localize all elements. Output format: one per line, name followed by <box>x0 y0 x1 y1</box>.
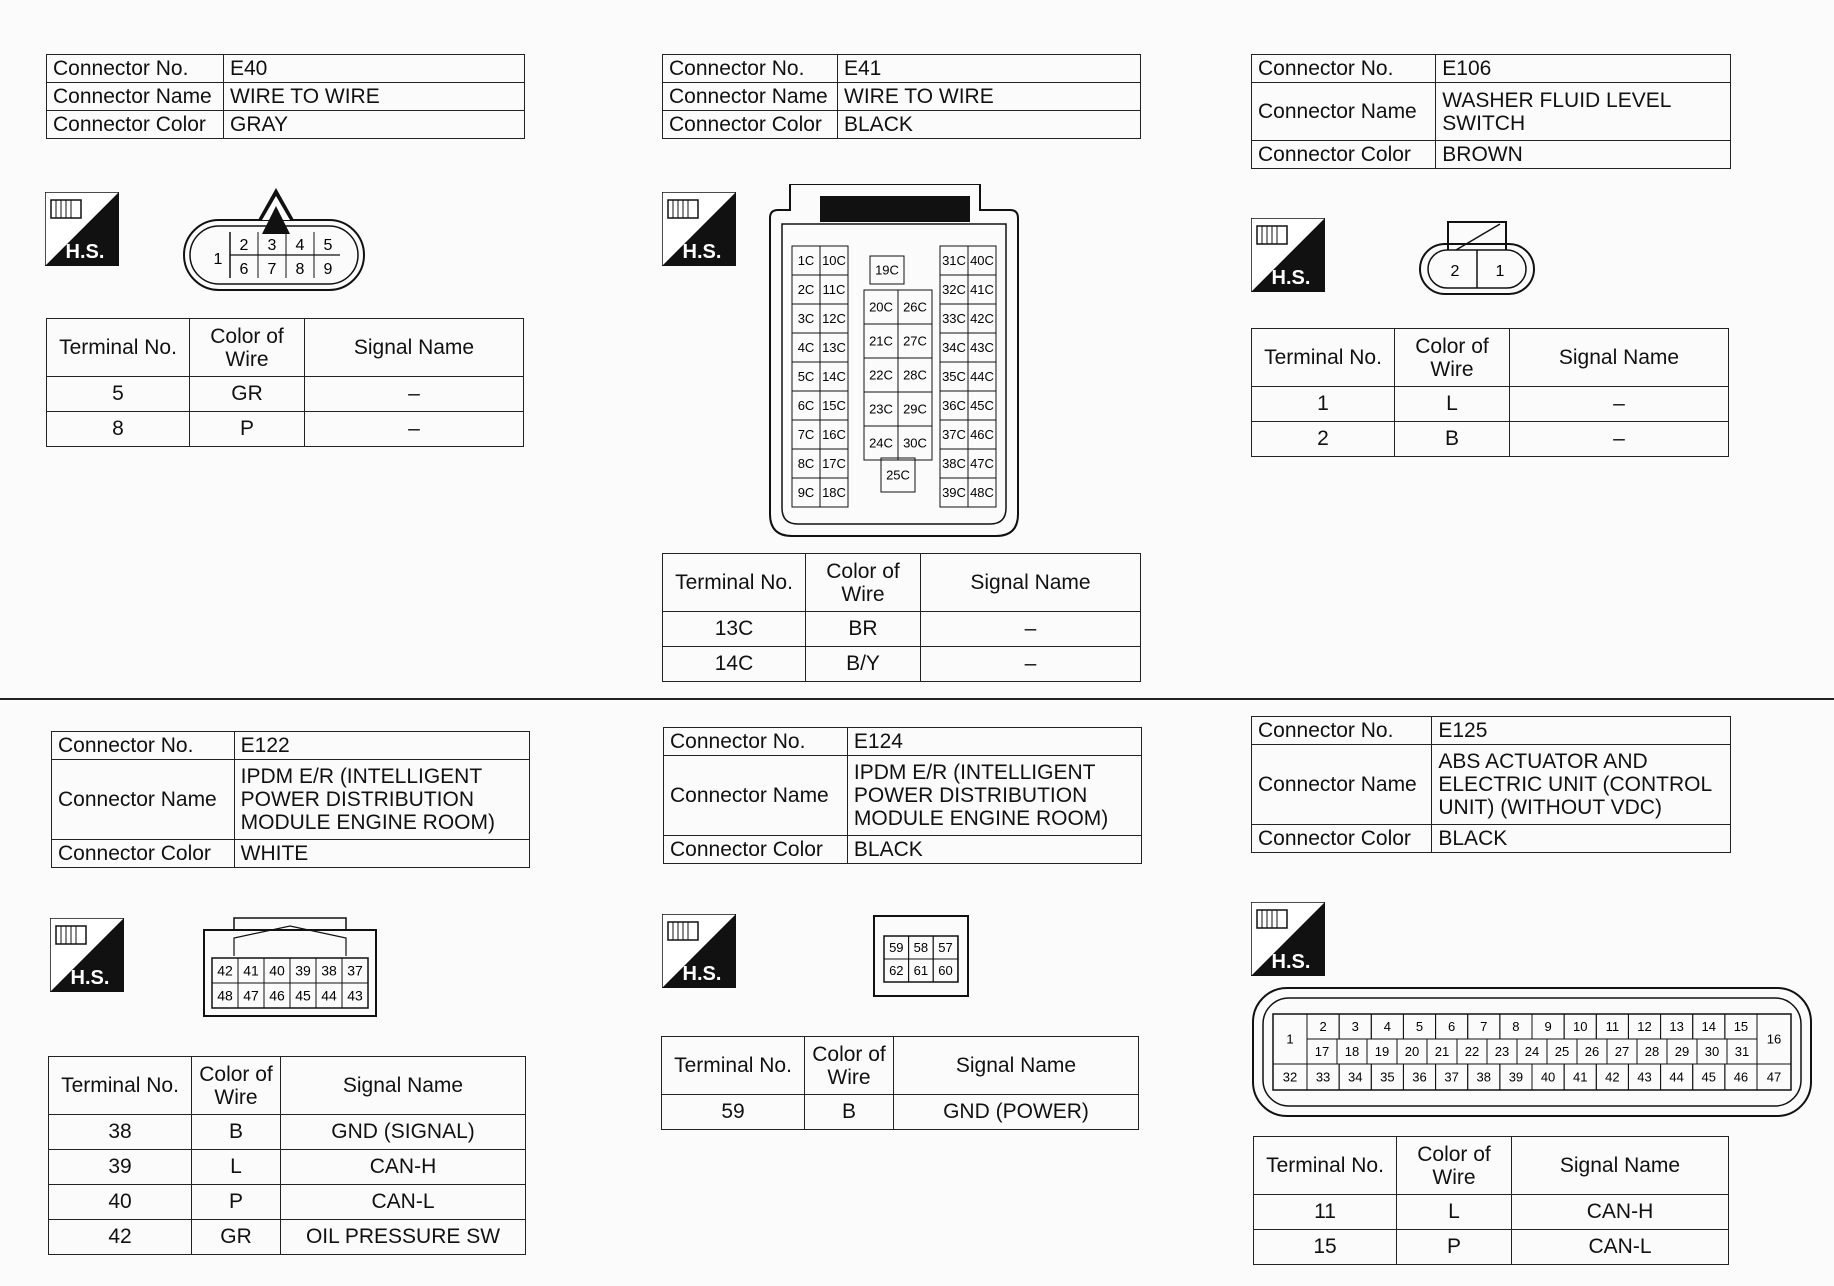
pin-3: 3 <box>1351 1019 1359 1035</box>
pin-16: 16 <box>1766 1031 1782 1047</box>
pin-45C: 45C <box>970 398 994 414</box>
pin-4: 4 <box>295 237 305 254</box>
signal-name-header: Signal Name <box>1510 329 1729 387</box>
table-row: 40 P CAN-L <box>49 1185 526 1220</box>
pin-2: 2 <box>1450 263 1460 280</box>
connector-no-label: Connector No. <box>1252 55 1436 83</box>
connector-no-label: Connector No. <box>47 55 224 83</box>
connector-name-value: ABS ACTUATOR AND ELECTRIC UNIT (CONTROL UNIT) (WITHOUT VDC) <box>1432 745 1731 825</box>
pin-8: 8 <box>295 261 305 278</box>
hs-label: H.S. <box>70 967 110 989</box>
connector-color-label: Connector Color <box>52 840 235 868</box>
pin-43: 43 <box>1637 1069 1652 1085</box>
wire-color-header: Color of Wire <box>192 1057 281 1115</box>
pin-2: 2 <box>239 237 249 254</box>
pin-26: 26 <box>1584 1044 1600 1060</box>
pin-9: 9 <box>1544 1019 1552 1035</box>
wire-color-header: Color of Wire <box>1395 329 1510 387</box>
pin-35C: 35C <box>942 369 966 385</box>
pin-29: 29 <box>1674 1044 1690 1060</box>
terminal-table-e122 <box>48 1056 526 1255</box>
pin-42: 42 <box>1605 1069 1620 1085</box>
hs-label: H.S. <box>1271 267 1311 289</box>
signal-name-header: Signal Name <box>921 554 1141 612</box>
pin-31C: 31C <box>942 253 966 269</box>
pin-39C: 39C <box>942 485 966 501</box>
terminal-no-header: Terminal No. <box>663 554 806 612</box>
connector-color-value: GRAY <box>224 111 525 139</box>
pin-9C: 9C <box>797 485 815 501</box>
pin-12C: 12C <box>822 311 846 327</box>
pin-6: 6 <box>239 261 249 278</box>
pin-15: 15 <box>1733 1019 1749 1035</box>
pin-47: 47 <box>243 987 259 1004</box>
pin-38: 38 <box>1476 1069 1492 1085</box>
hs-label: H.S. <box>65 241 105 263</box>
connector-name-label: Connector Name <box>52 760 235 840</box>
connector-name-label: Connector Name <box>663 83 838 111</box>
pin-38: 38 <box>321 962 337 979</box>
pin-39: 39 <box>295 962 311 979</box>
connector-name-label: Connector Name <box>1252 745 1432 825</box>
pin-45: 45 <box>295 987 311 1004</box>
signal-name-header: Signal Name <box>281 1057 526 1115</box>
pin-44C: 44C <box>970 369 994 385</box>
connector-info-e106 <box>1251 54 1731 169</box>
pin-44: 44 <box>1669 1069 1684 1085</box>
connector-color-label: Connector Color <box>47 111 224 139</box>
connector-face-e122 <box>202 916 378 1018</box>
connector-info-e125 <box>1251 716 1731 853</box>
pin-13: 13 <box>1669 1019 1684 1035</box>
hs-label: H.S. <box>1271 951 1311 973</box>
connector-info-e41 <box>662 54 1141 139</box>
table-row: 38 B GND (SIGNAL) <box>49 1115 526 1150</box>
pin-21: 21 <box>1434 1044 1450 1060</box>
pin-25C: 25C <box>886 467 910 483</box>
pin-22: 22 <box>1464 1044 1480 1060</box>
harness-side-icon <box>45 192 119 266</box>
wire-color-header: Color of Wire <box>805 1037 894 1095</box>
pin-62: 62 <box>889 963 904 979</box>
pin-33C: 33C <box>942 311 966 327</box>
pin-2C: 2C <box>797 282 815 298</box>
terminal-table-e41 <box>662 553 1141 682</box>
connector-name-value: WIRE TO WIRE <box>224 83 525 111</box>
pin-10: 10 <box>1572 1019 1588 1035</box>
connector-face-e124 <box>872 914 970 998</box>
pin-22C: 22C <box>869 367 893 383</box>
pin-24: 24 <box>1524 1044 1540 1060</box>
connector-info-e124 <box>663 727 1142 864</box>
connector-color-value: BROWN <box>1436 141 1731 169</box>
pin-37: 37 <box>1444 1069 1459 1085</box>
pin-40C: 40C <box>970 253 994 269</box>
table-row: 8 P – <box>47 412 524 447</box>
pin-33: 33 <box>1315 1069 1331 1085</box>
pin-45: 45 <box>1701 1069 1717 1085</box>
pin-41: 41 <box>243 962 259 979</box>
connector-color-label: Connector Color <box>1252 141 1436 169</box>
pin-27C: 27C <box>903 333 927 349</box>
pin-28C: 28C <box>903 367 927 383</box>
pin-19C: 19C <box>875 262 899 278</box>
connector-name-label: Connector Name <box>47 83 224 111</box>
pin-38C: 38C <box>942 456 966 472</box>
table-row: 5 GR – <box>47 377 524 412</box>
connector-color-label: Connector Color <box>1252 825 1432 853</box>
table-row: 39 L CAN-H <box>49 1150 526 1185</box>
connector-no-value: E106 <box>1436 55 1731 83</box>
pin-46: 46 <box>1733 1069 1749 1085</box>
pin-20C: 20C <box>869 299 893 315</box>
connector-name-value: IPDM E/R (INTELLIGENT POWER DISTRIBUTION MODULE ENGINE ROOM) <box>234 760 529 840</box>
pin-29C: 29C <box>903 401 927 417</box>
pin-46C: 46C <box>970 427 994 443</box>
pin-14: 14 <box>1701 1019 1717 1035</box>
terminal-no-header: Terminal No. <box>662 1037 805 1095</box>
terminal-table-e40 <box>46 318 524 447</box>
harness-side-icon <box>662 192 736 266</box>
connector-color-value: BLACK <box>838 111 1141 139</box>
connector-name-label: Connector Name <box>664 756 848 836</box>
signal-name-header: Signal Name <box>1512 1137 1729 1195</box>
pin-46: 46 <box>269 987 285 1004</box>
pin-7C: 7C <box>797 427 815 443</box>
signal-name-header: Signal Name <box>305 319 524 377</box>
connector-no-label: Connector No. <box>664 728 848 756</box>
table-row: 13C BR – <box>663 612 1141 647</box>
pin-6: 6 <box>1448 1019 1456 1035</box>
connector-name-value: WIRE TO WIRE <box>838 83 1141 111</box>
terminal-no-header: Terminal No. <box>1254 1137 1397 1195</box>
pin-23: 23 <box>1494 1044 1510 1060</box>
pin-8C: 8C <box>797 456 815 472</box>
pin-24C: 24C <box>869 435 893 451</box>
pin-41: 41 <box>1572 1069 1588 1085</box>
pin-48C: 48C <box>970 485 994 501</box>
pin-34: 34 <box>1347 1069 1363 1085</box>
pin-40: 40 <box>269 962 285 979</box>
pin-30C: 30C <box>903 435 927 451</box>
connector-no-label: Connector No. <box>52 732 235 760</box>
pin-25: 25 <box>1554 1044 1570 1060</box>
connector-info-e122 <box>51 731 530 868</box>
pin-32C: 32C <box>942 282 966 298</box>
connector-no-label: Connector No. <box>663 55 838 83</box>
pin-32: 32 <box>1282 1069 1298 1085</box>
pin-37: 37 <box>347 962 363 979</box>
connector-face-e41 <box>760 184 1030 540</box>
pin-21C: 21C <box>869 333 893 349</box>
pin-11C: 11C <box>822 282 846 298</box>
pin-57: 57 <box>938 940 953 956</box>
connector-info-e40 <box>46 54 525 139</box>
pin-6C: 6C <box>797 398 815 414</box>
pin-35: 35 <box>1380 1069 1395 1085</box>
pin-43C: 43C <box>970 340 994 356</box>
pin-1: 1 <box>213 251 223 268</box>
hs-label: H.S. <box>682 963 722 985</box>
connector-color-value: BLACK <box>1432 825 1731 853</box>
pin-20: 20 <box>1404 1044 1420 1060</box>
connector-no-value: E124 <box>847 728 1141 756</box>
pin-9: 9 <box>323 261 333 278</box>
pin-41C: 41C <box>970 282 994 298</box>
connector-no-value: E40 <box>224 55 525 83</box>
pin-39: 39 <box>1508 1069 1524 1085</box>
pin-17C: 17C <box>822 456 846 472</box>
pin-40: 40 <box>1540 1069 1556 1085</box>
terminal-no-header: Terminal No. <box>1252 329 1395 387</box>
pin-1: 1 <box>1495 263 1505 280</box>
pin-4: 4 <box>1383 1019 1391 1035</box>
pin-23C: 23C <box>869 401 893 417</box>
pin-13C: 13C <box>822 340 846 356</box>
harness-side-icon <box>1251 902 1325 976</box>
wire-color-header: Color of Wire <box>806 554 921 612</box>
connector-no-label: Connector No. <box>1252 717 1432 745</box>
pin-47C: 47C <box>970 456 994 472</box>
pin-1: 1 <box>1286 1031 1294 1047</box>
table-row: 15 P CAN-L <box>1254 1230 1729 1265</box>
pin-16C: 16C <box>822 427 846 443</box>
pin-37C: 37C <box>942 427 966 443</box>
pin-28: 28 <box>1644 1044 1660 1060</box>
pin-61: 61 <box>913 963 929 979</box>
connector-no-value: E125 <box>1432 717 1731 745</box>
pin-42C: 42C <box>970 311 994 327</box>
pin-30: 30 <box>1704 1044 1720 1060</box>
harness-side-icon <box>662 914 736 988</box>
wire-color-header: Color of Wire <box>1397 1137 1512 1195</box>
section-divider <box>0 698 1834 700</box>
connector-face-e106 <box>1416 218 1538 298</box>
connector-face-e125 <box>1251 986 1813 1118</box>
pin-27: 27 <box>1614 1044 1630 1060</box>
terminal-table-e125 <box>1253 1136 1729 1265</box>
pin-2: 2 <box>1319 1019 1327 1035</box>
pin-18C: 18C <box>822 485 846 501</box>
pin-12: 12 <box>1637 1019 1652 1035</box>
pin-36C: 36C <box>942 398 966 414</box>
pin-42: 42 <box>217 962 233 979</box>
pin-5: 5 <box>323 237 333 254</box>
pin-43: 43 <box>347 987 363 1004</box>
table-row: 14C B/Y – <box>663 647 1141 682</box>
harness-side-icon <box>1251 218 1325 292</box>
pin-26C: 26C <box>903 299 927 315</box>
connector-name-label: Connector Name <box>1252 83 1436 141</box>
table-row: 42 GR OIL PRESSURE SW <box>49 1220 526 1255</box>
pin-60: 60 <box>938 963 953 979</box>
pin-5C: 5C <box>797 369 815 385</box>
pin-34C: 34C <box>942 340 966 356</box>
connector-color-value: WHITE <box>234 840 529 868</box>
terminal-table-e124 <box>661 1036 1139 1130</box>
signal-name-header: Signal Name <box>894 1037 1139 1095</box>
terminal-table-e106 <box>1251 328 1729 457</box>
connector-name-value: IPDM E/R (INTELLIGENT POWER DISTRIBUTION MODULE ENGINE ROOM) <box>847 756 1141 836</box>
pin-14C: 14C <box>822 369 846 385</box>
pin-8: 8 <box>1512 1019 1520 1035</box>
pin-1C: 1C <box>797 253 815 269</box>
pin-5: 5 <box>1415 1019 1424 1035</box>
table-row: 2 B – <box>1252 422 1729 457</box>
connector-color-label: Connector Color <box>664 836 848 864</box>
pin-4C: 4C <box>797 340 815 356</box>
pin-17: 17 <box>1314 1044 1330 1060</box>
connector-no-value: E122 <box>234 732 529 760</box>
pin-58: 58 <box>913 940 929 956</box>
pin-48: 48 <box>217 987 233 1004</box>
pin-19: 19 <box>1374 1044 1390 1060</box>
pin-7: 7 <box>267 261 277 278</box>
pin-36: 36 <box>1412 1069 1427 1085</box>
harness-side-icon <box>50 918 124 992</box>
table-row: 1 L – <box>1252 387 1729 422</box>
pin-47: 47 <box>1766 1069 1782 1085</box>
pin-10C: 10C <box>822 253 846 269</box>
table-row: 59 B GND (POWER) <box>662 1095 1139 1130</box>
connector-no-value: E41 <box>838 55 1141 83</box>
pin-18: 18 <box>1344 1044 1360 1060</box>
connector-face-e40 <box>180 186 370 296</box>
hs-label: H.S. <box>682 241 722 263</box>
terminal-no-header: Terminal No. <box>47 319 190 377</box>
wire-color-header: Color of Wire <box>190 319 305 377</box>
pin-3: 3 <box>267 237 277 254</box>
connector-name-value: WASHER FLUID LEVEL SWITCH <box>1436 83 1731 141</box>
pin-44: 44 <box>321 987 337 1004</box>
pin-3C: 3C <box>797 311 815 327</box>
terminal-no-header: Terminal No. <box>49 1057 192 1115</box>
pin-31: 31 <box>1734 1044 1750 1060</box>
pin-15C: 15C <box>822 398 846 414</box>
table-row: 11 L CAN-H <box>1254 1195 1729 1230</box>
connector-color-value: BLACK <box>847 836 1141 864</box>
connector-color-label: Connector Color <box>663 111 838 139</box>
pin-11: 11 <box>1605 1019 1620 1035</box>
pin-7: 7 <box>1480 1019 1488 1035</box>
pin-59: 59 <box>889 940 904 956</box>
